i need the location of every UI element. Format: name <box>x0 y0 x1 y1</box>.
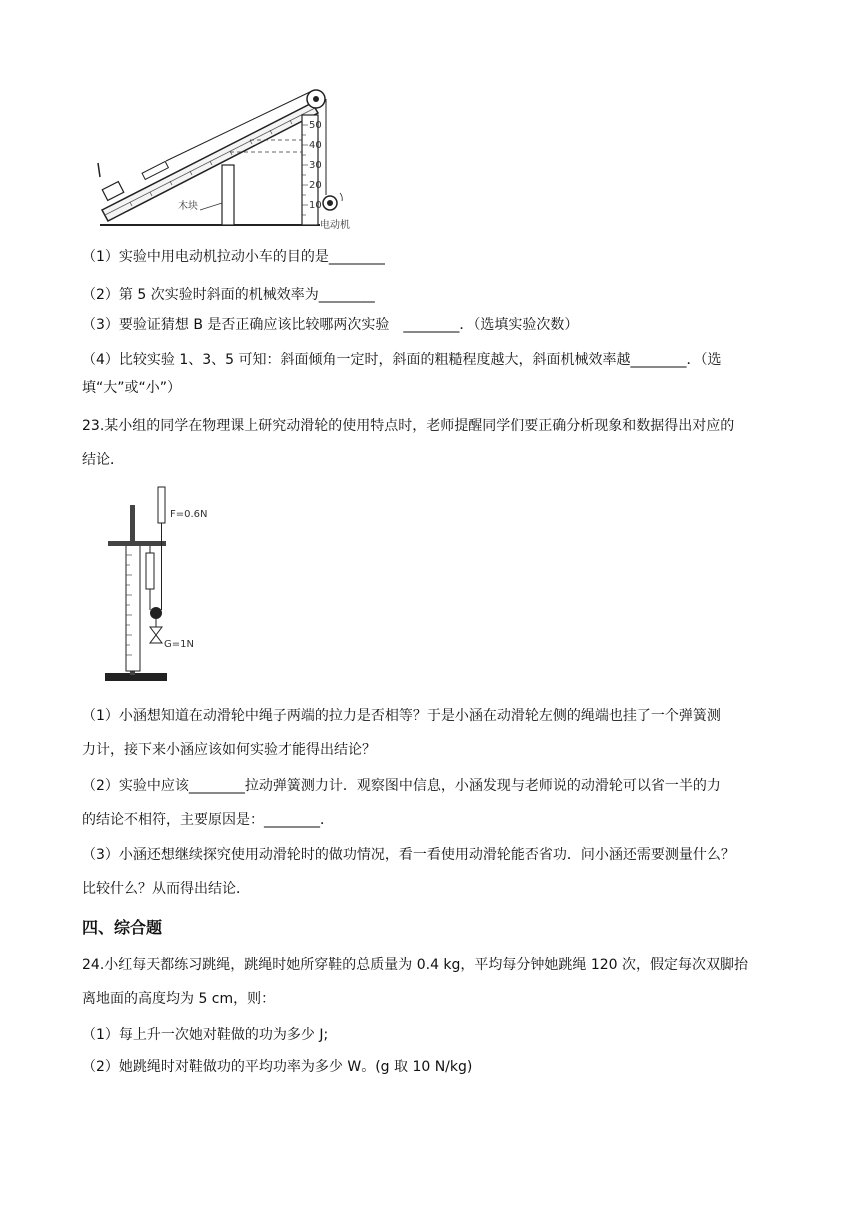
q23-sub2-line2: 的结论不相符，主要原因是：________． <box>82 812 334 828</box>
q23-sub3-line1: （3）小涵还想继续探究使用动滑轮时的做功情况，看一看使用动滑轮能否省功．问小涵还需要测量什么？ <box>82 847 735 863</box>
q24-stem-line1: 24.小红每天都练习跳绳，跳绳时她所穿鞋的总质量为 0.4 kg，平均每分钟她跳绳 120 次，假定每次双脚抬 <box>82 957 749 973</box>
force-label: F=0.6N <box>170 509 208 520</box>
q22-sub1: （1）实验中用电动机拉动小车的目的是________ <box>82 249 385 265</box>
weight-label: G=1N <box>164 639 194 650</box>
ruler-tick: 30 <box>309 160 322 171</box>
q23-stem-line2: 结论． <box>82 452 124 468</box>
q22-sub4-line1: （4）比较实验 1、3、5 可知：斜面倾角一定时，斜面的粗糙程度越大，斜面机械效率越________．（选 <box>82 352 722 368</box>
q23-stem-line1: 23.某小组的同学在物理课上研究动滑轮的使用特点时，老师提醒同学们要正确分析现象和数据得出对应的 <box>82 418 735 434</box>
q23-sub3-line2: 比较什么？从而得出结论． <box>82 881 250 897</box>
q24-sub1: （1）每上升一次她对鞋做的功为多少 J; <box>82 1027 329 1043</box>
ruler-tick: 20 <box>309 180 322 191</box>
ruler-tick: 40 <box>309 140 322 151</box>
q22-sub3: （3）要验证猜想 B 是否正确应该比较哪两次实验 ________．（选填实验次数） <box>82 317 579 333</box>
inclined-plane-figure <box>90 85 380 235</box>
q23-sub2-line1: （2）实验中应该________拉动弹簧测力计．观察图中信息，小涵发现与老师说的动滑轮可以省一半的力 <box>82 778 721 794</box>
ruler-tick: 50 <box>309 120 322 131</box>
motor-label: 电动机 <box>320 220 350 231</box>
q23-sub1-line2: 力计，接下来小涵应该如何实验才能得出结论？ <box>82 742 376 758</box>
movable-pulley-figure <box>100 485 230 685</box>
q24-sub2: （2）她跳绳时对鞋做功的平均功率为多少 W。(g 取 10 N/kg) <box>82 1059 473 1075</box>
ruler-tick: 10 <box>309 200 322 211</box>
wood-block-label: 木块 <box>178 201 198 212</box>
q22-sub2: （2）第 5 次实验时斜面的机械效率为________ <box>82 287 375 303</box>
q24-stem-line2: 离地面的高度均为 5 cm，则： <box>82 991 276 1007</box>
section-title: 四、综合题 <box>82 918 163 937</box>
q23-sub1-line1: （1）小涵想知道在动滑轮中绳子两端的拉力是否相等？于是小涵在动滑轮左侧的绳端也挂了一个弹簧测 <box>82 708 721 724</box>
q22-sub4-line2: 填“大”或“小”） <box>82 380 182 396</box>
